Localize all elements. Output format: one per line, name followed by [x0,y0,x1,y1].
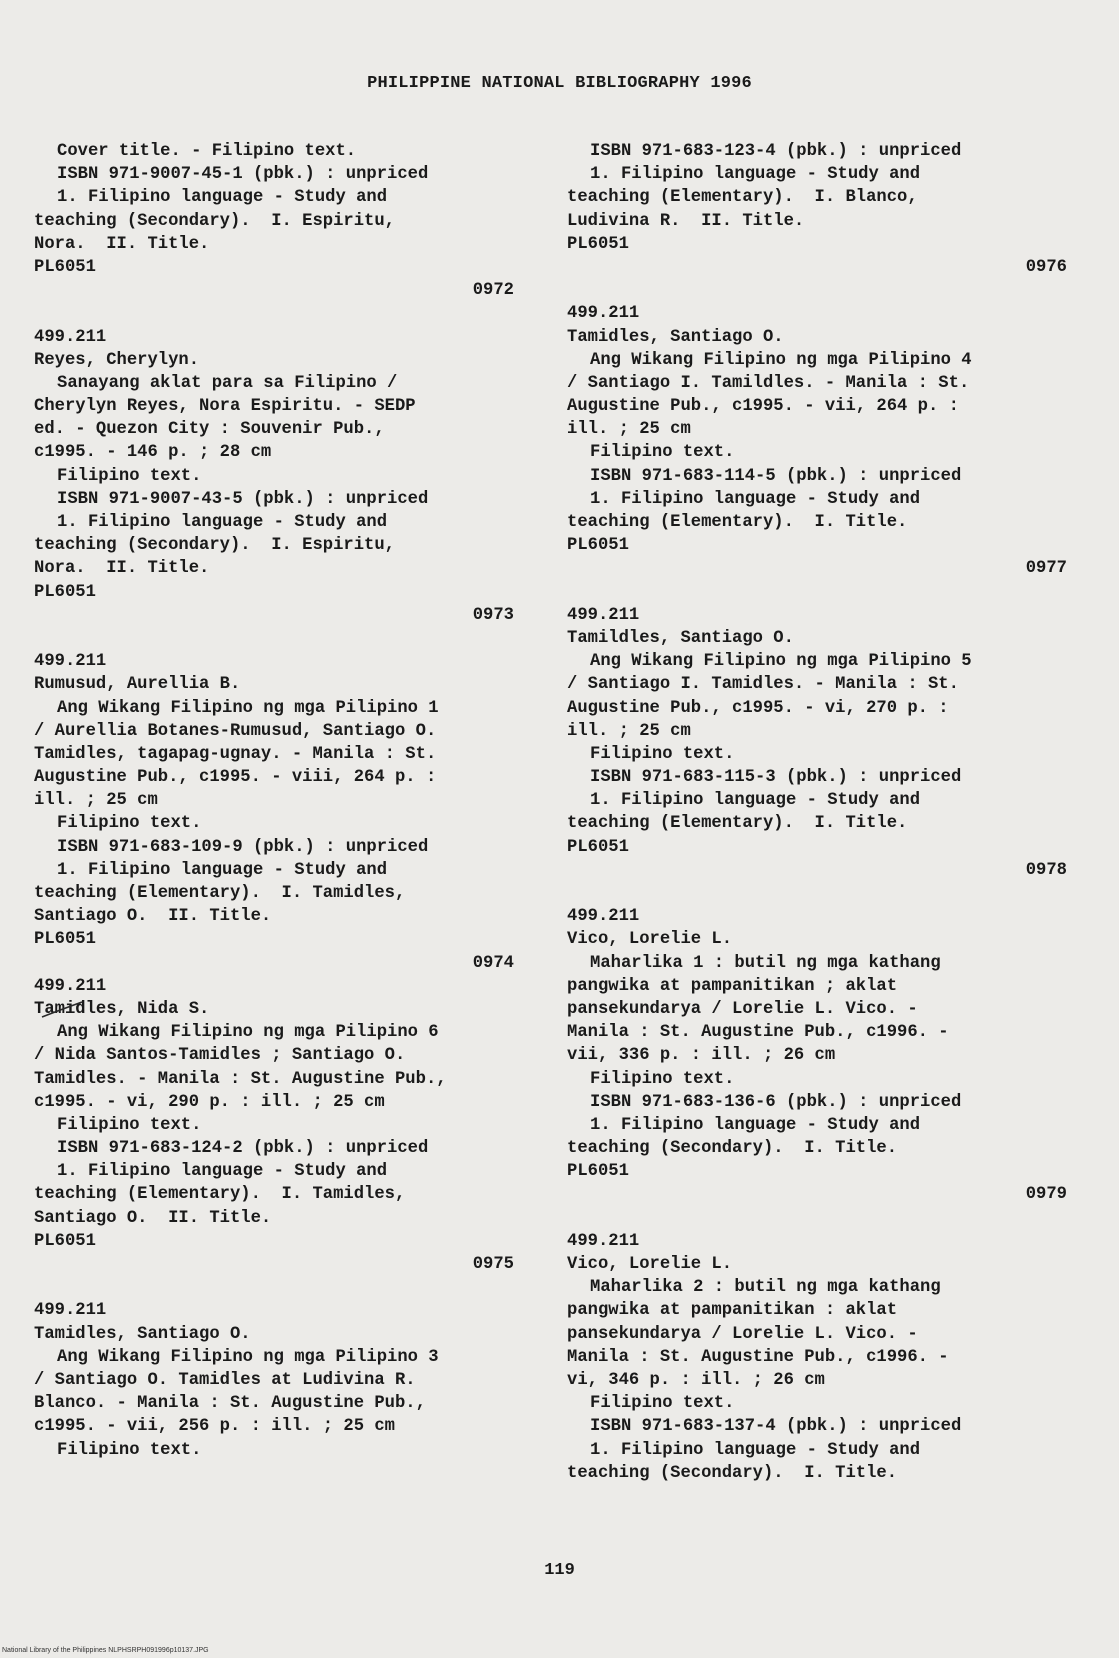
entry-line: c1995. - vi, 290 p. : ill. ; 25 cm [34,1092,385,1112]
entry-line: / Santiago O. Tamidles at Ludivina R. [34,1370,416,1390]
entry-number: 0978 [1025,860,1067,880]
entry-line: 1. Filipino language - Study and [590,1115,921,1135]
entry-line: Reyes, Cherylyn. [34,350,200,370]
entry-line: Filipino text. [590,1394,735,1414]
entry-line: Nora. II. Title. [34,234,210,254]
entry-line: / Santiago I. Tamidles. - Manila : St. [567,675,959,695]
entry-line: Tamidles, Santiago O. [34,1324,251,1344]
entry-line: ill. ; 25 cm [34,791,158,811]
entry-line: teaching (Elementary). I. Tamidles, [34,1185,406,1205]
page-header: PHILIPPINE NATIONAL BIBLIOGRAPHY 1996 [367,74,752,93]
entry-line: PL6051 [567,234,629,254]
entry-gap [567,279,1067,302]
entry-line: Ludivina R. II. Title. [567,211,805,231]
entry-line: ISBN 971-683-136-6 (pbk.) : unpriced [590,1092,962,1112]
entry-line: c1995. - 146 p. ; 28 cm [34,443,272,463]
entry-line: PL6051 [34,582,96,602]
handwritten-check-mark [40,1000,84,1020]
entry-line: Tamidles. - Manila : St. Augustine Pub., [34,1069,447,1089]
entry-gap [567,581,1067,604]
entry-line: 1. Filipino language - Study and [590,1440,921,1460]
entry-number: 0977 [1025,559,1067,579]
entry-line: Filipino text. [590,443,735,463]
entry-line: Filipino text. [57,1440,202,1460]
entry-line: 499.211 [34,652,107,672]
entry-gap [567,1207,1067,1230]
entry-number: 0976 [1025,257,1067,277]
entry-line: ill. ; 25 cm [567,420,691,440]
entry-number: 0975 [472,1255,514,1274]
entry-line: 499.211 [34,976,107,996]
entry-line: 1. Filipino language - Study and [57,1162,388,1182]
entry-line: teaching (Secondary). I. Title. [567,1139,898,1159]
entry-line: ill. ; 25 cm [567,721,691,741]
entry-line: Filipino text. [57,466,202,486]
entry-line: PL6051 [567,536,629,556]
entry-line: pangwika at pampanitikan ; aklat [567,976,898,996]
entry-line: 499.211 [34,1301,107,1321]
entry-line: Maharlika 2 : butil ng mga kathang [590,1278,941,1298]
entry-line: ISBN 971-683-114-5 (pbk.) : unpriced [590,466,962,486]
entry-number: 0974 [472,953,514,973]
entry-line: Augustine Pub., c1995. - vi, 270 p. : [567,698,949,718]
entry-line: PL6051 [34,930,96,950]
entry-line: Vico, Lorelie L. [567,930,733,950]
entry-line: 499.211 [567,907,640,927]
entry-line: ISBN 971-683-109-9 (pbk.) : unpriced [57,837,429,857]
entry-line: 499.211 [567,1231,640,1251]
entry-line: teaching (Elementary). I. Blanco, [567,188,918,208]
entry-line: Cherylyn Reyes, Nora Espiritu. - SEDP [34,397,416,417]
entry-gap [34,627,514,650]
entry-line: 1. Filipino language - Study and [57,513,388,532]
left-column [34,140,514,1462]
entry-line: ISBN 971-9007-45-1 (pbk.) : unpriced [57,165,429,185]
entry-line: Vico, Lorelie L. [567,1255,733,1274]
entry-line: ISBN 971-683-137-4 (pbk.) : unpriced [590,1417,962,1437]
entry-line: Cover title. - Filipino text. [57,142,357,161]
entry-line: c1995. - vii, 256 p. : ill. ; 25 cm [34,1417,395,1437]
entry-line: Filipino text. [590,1069,735,1089]
entry-line: Ang Wikang Filipino ng mga Pilipino 3 [57,1347,439,1367]
entry-line: / Aurellia Botanes-Rumusud, Santiago O. [34,721,437,741]
entry-line: Ang Wikang Filipino ng mga Pilipino 6 [57,1023,439,1043]
entry-line: Tamidles, Santiago O. [567,327,784,347]
entry-line: teaching (Elementary). I. Tamidles, [34,884,406,903]
entry-line: Ang Wikang Filipino ng mga Pilipino 1 [57,698,439,718]
entry-line: vi, 346 p. : ill. ; 26 cm [567,1370,825,1390]
entry-line: Maharlika 1 : butil ng mga kathang [590,953,941,973]
entry-line: PL6051 [34,257,96,277]
entry-line: Manila : St. Augustine Pub., c1996. - [567,1023,949,1043]
entry-line: Augustine Pub., c1995. - viii, 264 p. : [34,768,437,788]
entry-line: 499.211 [34,327,107,347]
entry-line: Augustine Pub., c1995. - vii, 264 p. : [567,397,959,417]
entry-line: Tamidles, Nida S. [34,999,210,1019]
page-number: 119 [544,1561,575,1580]
right-column [567,140,1067,1485]
entry-line: teaching (Secondary). I. Espiritu, [34,211,395,231]
entry-line: 1. Filipino language - Study and [590,791,921,811]
entry-number: 0972 [472,281,514,301]
entry-line: pangwika at pampanitikan : aklat [567,1301,898,1321]
entry-gap [567,882,1067,905]
entry-line: Santiago O. II. Title. [34,907,272,927]
entry-line: ISBN 971-683-115-3 (pbk.) : unpriced [590,768,962,788]
entry-line: teaching (Secondary). I. Title. [567,1463,898,1483]
entry-line: Santiago O. II. Title. [34,1208,272,1228]
entry-line: vii, 336 p. : ill. ; 26 cm [567,1046,836,1066]
entry-line: ISBN 971-683-124-2 (pbk.) : unpriced [57,1139,429,1159]
entry-line: Tamildles, Santiago O. [567,628,794,648]
scan-footer: National Library of the Philippines NLPHSRPH091996p10137.JPG [2,1647,209,1654]
entry-line: Filipino text. [57,814,202,834]
entry-line: Filipino text. [590,744,735,764]
entry-line: pansekundarya / Lorelie L. Vico. - [567,1324,918,1344]
entry-line: Tamidles, tagapag-ugnay. - Manila : St. [34,744,437,764]
entry-line: PL6051 [567,1162,629,1182]
entry-line: teaching (Elementary). I. Title. [567,814,908,834]
entry-line: PL6051 [34,1231,96,1251]
entry-gap [34,302,514,325]
entry-line: 499.211 [567,304,640,324]
entry-line: PL6051 [567,837,629,857]
entry-number: 0973 [472,605,514,625]
entry-number: 0979 [1025,1185,1067,1205]
entry-line: Nora. II. Title. [34,559,210,579]
entry-gap [34,1276,514,1299]
entry-line: 1. Filipino language - Study and [57,860,388,880]
entry-line: Ang Wikang Filipino ng mga Pilipino 4 [590,350,972,370]
entry-line: 499.211 [567,605,640,625]
entry-line: Manila : St. Augustine Pub., c1996. - [567,1347,949,1367]
entry-line: Filipino text. [57,1115,202,1135]
entry-line: ISBN 971-683-123-4 (pbk.) : unpriced [590,142,962,161]
entry-line: 1. Filipino language - Study and [590,489,921,509]
entry-line: 1. Filipino language - Study and [57,188,388,208]
entry-line: / Nida Santos-Tamidles ; Santiago O. [34,1046,406,1066]
entry-line: pansekundarya / Lorelie L. Vico. - [567,999,918,1019]
entry-line: Blanco. - Manila : St. Augustine Pub., [34,1394,426,1414]
entry-line: teaching (Secondary). I. Espiritu, [34,536,395,556]
entry-line: Ang Wikang Filipino ng mga Pilipino 5 [590,652,972,672]
entry-line: teaching (Elementary). I. Title. [567,513,908,532]
entry-line: / Santiago I. Tamildles. - Manila : St. [567,373,970,393]
entry-line: 1. Filipino language - Study and [590,165,921,185]
entry-line: Rumusud, Aurellia B. [34,675,241,695]
entry-line: ISBN 971-9007-43-5 (pbk.) : unpriced [57,489,429,509]
entry-line: ed. - Quezon City : Souvenir Pub., [34,420,385,440]
entry-line: Sanayang aklat para sa Filipino / [57,373,398,393]
